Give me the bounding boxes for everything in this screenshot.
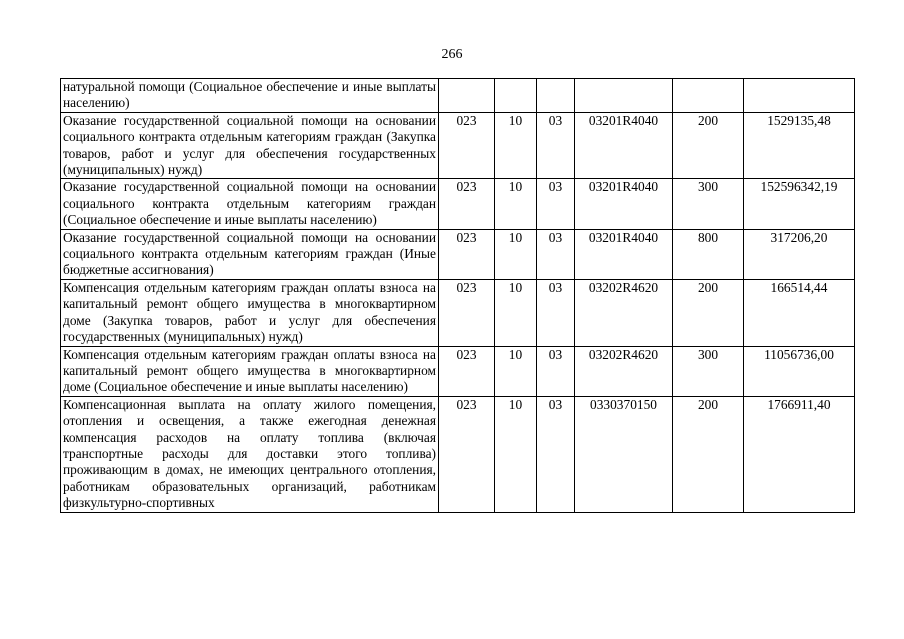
row-subsection: 03 xyxy=(537,396,575,512)
row-target-article: 03202R4620 xyxy=(575,279,673,346)
row-grbs: 023 xyxy=(439,179,495,229)
row-description: Компенсация отдельным категориям граждан оплаты взноса на капитальный ремонт общего имущества в многоквартирном доме (Закупка товаров, работ и услуг для обеспечения государственных (муниципальных) нужд) xyxy=(61,279,439,346)
row-subsection xyxy=(537,79,575,113)
row-description: Компенсация отдельным категориям граждан оплаты взноса на капитальный ремонт общего имущества в многоквартирном доме (Социальное обеспечение и иные выплаты населению) xyxy=(61,346,439,396)
row-expense-type: 200 xyxy=(673,279,744,346)
row-subsection: 03 xyxy=(537,112,575,179)
row-amount: 152596342,19 xyxy=(744,179,855,229)
row-target-article: 03202R4620 xyxy=(575,346,673,396)
row-expense-type: 200 xyxy=(673,396,744,512)
row-section: 10 xyxy=(495,396,537,512)
row-grbs: 023 xyxy=(439,279,495,346)
page-number: 266 xyxy=(441,47,463,62)
row-description: Компенсационная выплата на оплату жилого помещения, отопления и освещения, а также ежегодная денежная компенсация расходов на оплату топлива (включая транспортные расходы для доставки этого топлива) проживающим в домах, не имеющих центрального отопления, работникам образовательных организаций, работникам физкультурно-спортивных xyxy=(61,396,439,512)
row-section: 10 xyxy=(495,112,537,179)
row-subsection: 03 xyxy=(537,179,575,229)
row-target-article: 0330370150 xyxy=(575,396,673,512)
row-amount: 166514,44 xyxy=(744,279,855,346)
row-grbs: 023 xyxy=(439,346,495,396)
row-description: натуральной помощи (Социальное обеспечение и иные выплаты населению) xyxy=(61,79,439,113)
row-expense-type: 300 xyxy=(673,346,744,396)
row-description: Оказание государственной социальной помощи на основании социального контракта отдельным категориям граждан (Иные бюджетные ассигнования) xyxy=(61,229,439,279)
table-row xyxy=(61,279,855,346)
row-description: Оказание государственной социальной помощи на основании социального контракта отдельным категориям граждан (Социальное обеспечение и иные выплаты населению) xyxy=(61,179,439,229)
row-section: 10 xyxy=(495,229,537,279)
row-amount: 1766911,40 xyxy=(744,396,855,512)
row-target-article: 03201R4040 xyxy=(575,112,673,179)
row-section: 10 xyxy=(495,179,537,229)
table-row xyxy=(61,346,855,396)
row-expense-type: 800 xyxy=(673,229,744,279)
row-amount: 11056736,00 xyxy=(744,346,855,396)
row-description: Оказание государственной социальной помощи на основании социального контракта отдельным категориям граждан (Закупка товаров, работ и услуг для обеспечения государственных (муниципальных) нужд) xyxy=(61,112,439,179)
row-grbs xyxy=(439,79,495,113)
row-target-article xyxy=(575,79,673,113)
row-subsection: 03 xyxy=(537,346,575,396)
row-grbs: 023 xyxy=(439,112,495,179)
table-row xyxy=(61,179,855,229)
row-target-article: 03201R4040 xyxy=(575,179,673,229)
row-section: 10 xyxy=(495,279,537,346)
row-subsection: 03 xyxy=(537,229,575,279)
row-expense-type xyxy=(673,79,744,113)
row-section: 10 xyxy=(495,346,537,396)
row-section xyxy=(495,79,537,113)
table-row xyxy=(61,112,855,179)
row-expense-type: 300 xyxy=(673,179,744,229)
row-expense-type: 200 xyxy=(673,112,744,179)
row-amount: 1529135,48 xyxy=(744,112,855,179)
row-grbs: 023 xyxy=(439,229,495,279)
row-subsection: 03 xyxy=(537,279,575,346)
budget-table xyxy=(60,78,855,513)
table-row xyxy=(61,79,855,113)
row-target-article: 03201R4040 xyxy=(575,229,673,279)
row-amount xyxy=(744,79,855,113)
table-row xyxy=(61,396,855,512)
table-row xyxy=(61,229,855,279)
row-grbs: 023 xyxy=(439,396,495,512)
row-amount: 317206,20 xyxy=(744,229,855,279)
